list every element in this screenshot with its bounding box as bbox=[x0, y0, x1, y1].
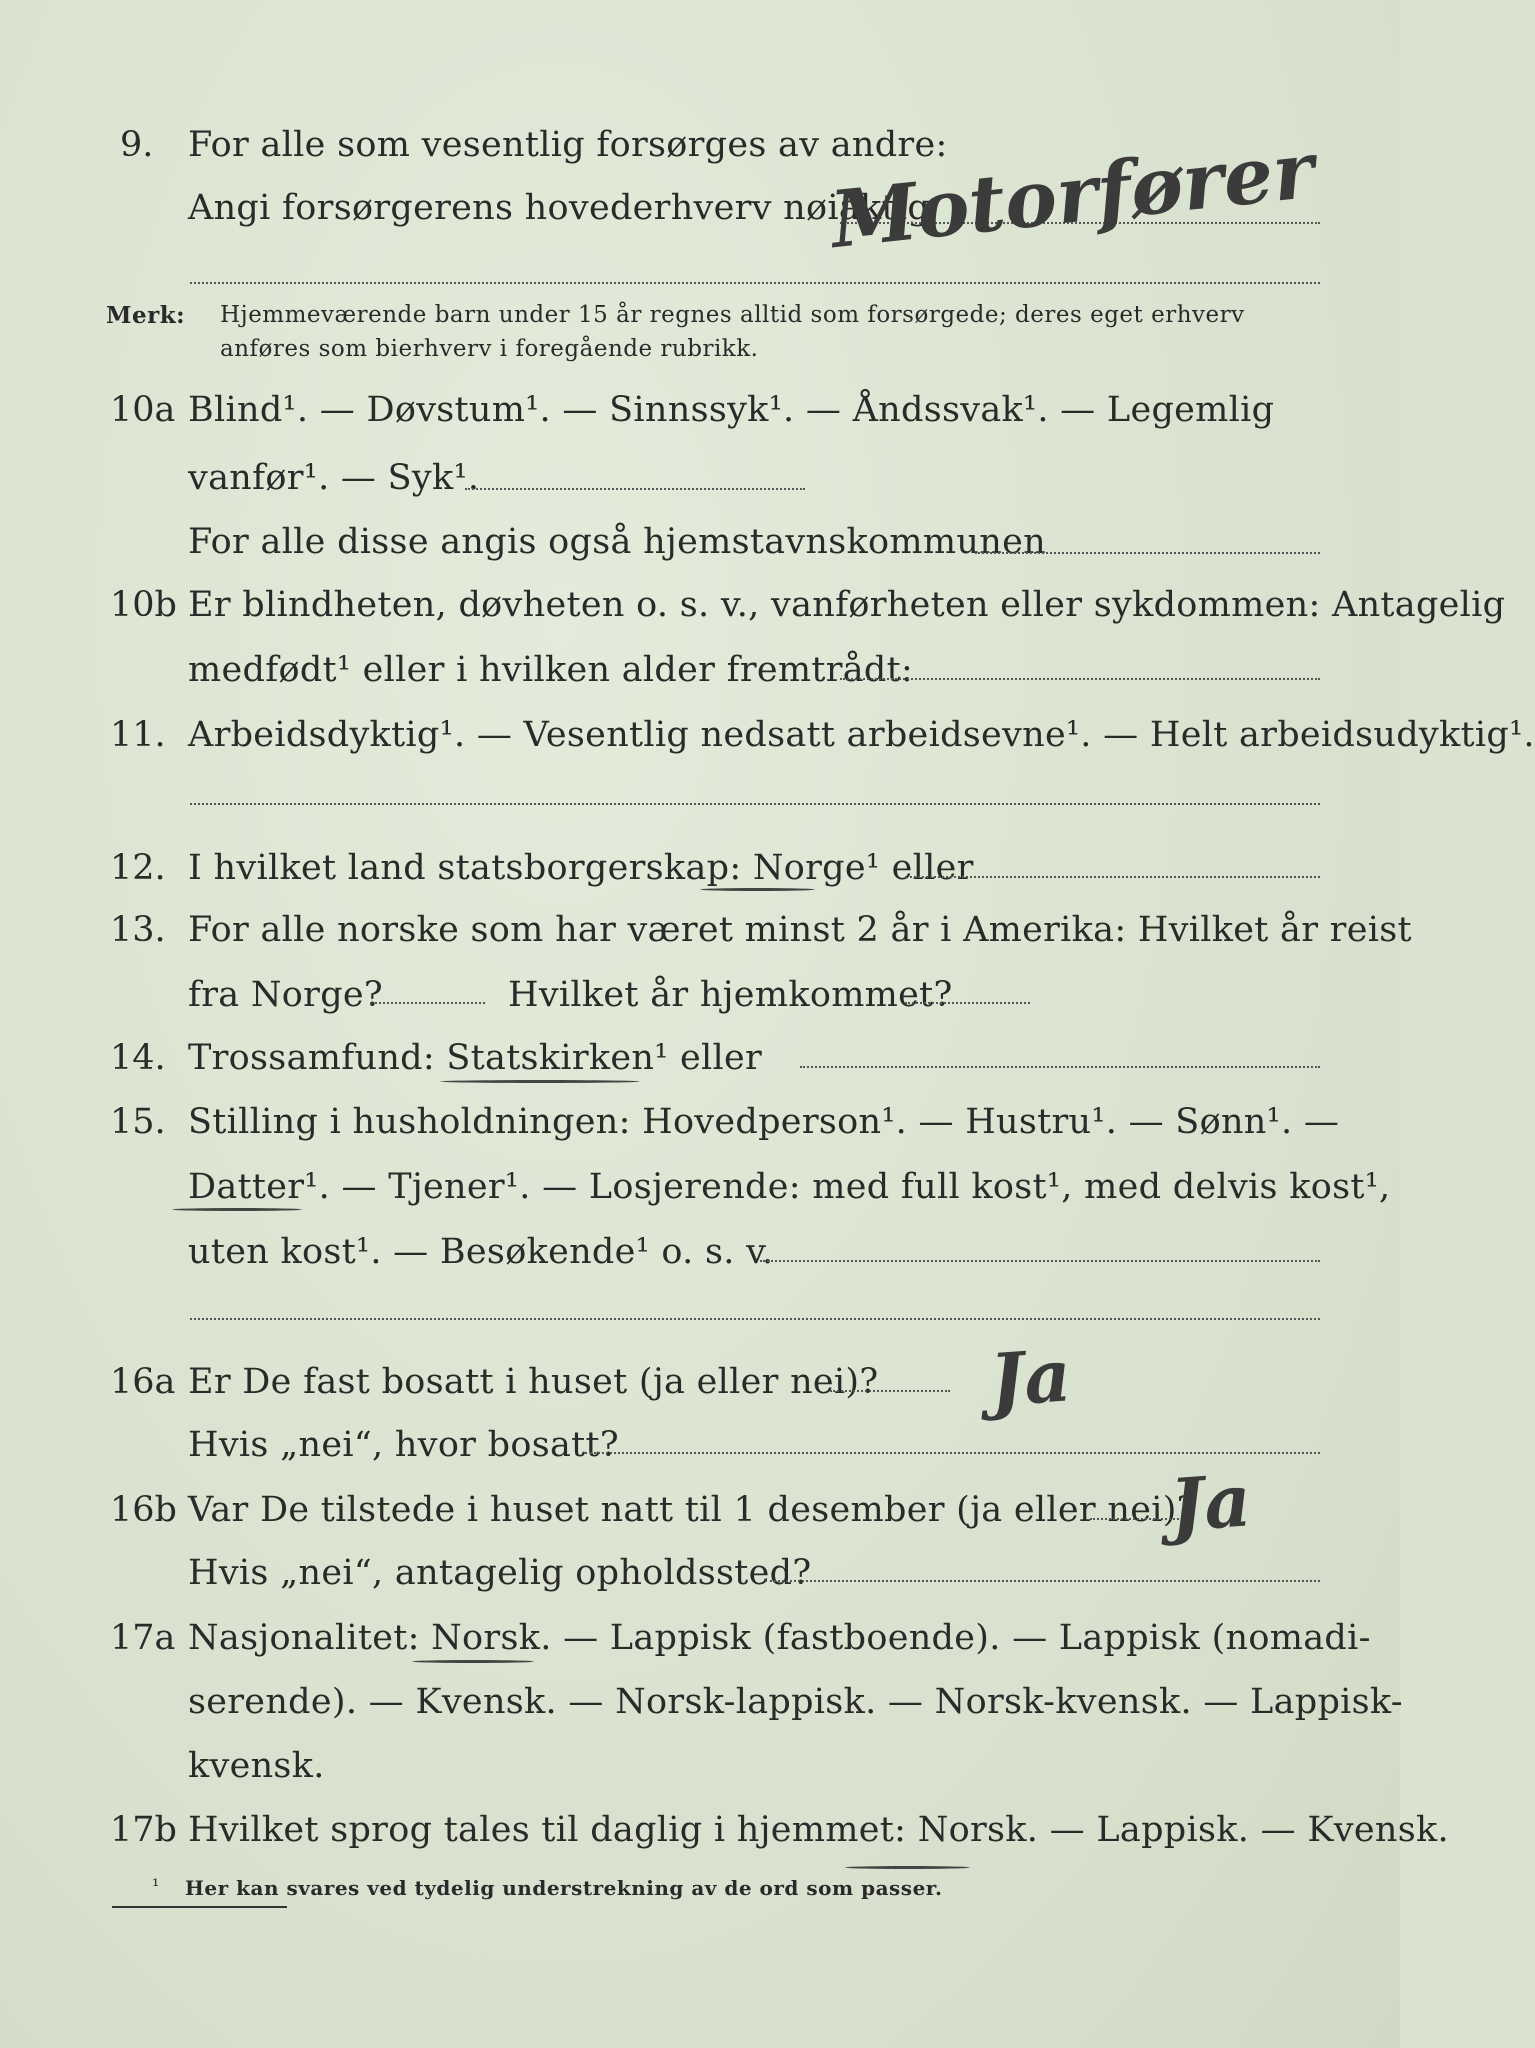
q16b-line2-rule bbox=[765, 1580, 1320, 1582]
q10a-line2: vanfør¹. — Syk¹. bbox=[188, 458, 480, 498]
q14-rule bbox=[800, 1066, 1320, 1068]
footnote-rule bbox=[112, 1906, 287, 1908]
q17a-line2: serende). — Kvensk. — Norsk-lappisk. — Norsk-kvensk. — Lappisk- bbox=[188, 1682, 1403, 1722]
q11-rule bbox=[190, 803, 1320, 805]
q16a-line1: Er De fast bosatt i huset (ja eller nei)? bbox=[188, 1362, 879, 1402]
q17a-number: 17a bbox=[110, 1618, 176, 1658]
q14-number: 14. bbox=[110, 1038, 166, 1078]
q17b-line1: Hvilket sprog tales til daglig i hjemmet: Norsk. — Lappisk. — Kvensk. bbox=[188, 1810, 1449, 1850]
merk-line1: Hjemmeværende barn under 15 år regnes alltid som forsørgede; deres eget erhverv bbox=[220, 302, 1245, 328]
q16a-handwritten-answer: Ja bbox=[987, 1332, 1074, 1423]
q17a-line1: Nasjonalitet: Norsk. — Lappisk (fastboende). — Lappisk (nomadi- bbox=[188, 1618, 1371, 1658]
q9-line2: Angi forsørgerens hovederhverv nøiaktig bbox=[188, 188, 931, 228]
q15-line3: uten kost¹. — Besøkende¹ o. s. v. bbox=[188, 1232, 774, 1272]
q10a-line3: For alle disse angis også hjemstavnskommunen bbox=[188, 522, 1046, 562]
q10a-line2-rule bbox=[465, 488, 805, 490]
q12-line1: I hvilket land statsborgerskap: Norge¹ eller bbox=[188, 848, 974, 888]
q16a-line1-rule bbox=[830, 1390, 950, 1392]
q9-line1: For alle som vesentlig forsørges av andre: bbox=[188, 125, 948, 165]
q12-rule bbox=[905, 876, 1320, 878]
q17b-number: 17b bbox=[110, 1810, 177, 1850]
q14-statskirken-underline bbox=[440, 1080, 640, 1083]
q16b-line2: Hvis „nei“, antagelig opholdssted? bbox=[188, 1553, 812, 1593]
q11-number: 11. bbox=[110, 715, 166, 755]
q13-line2b: Hvilket år hjemkommet? bbox=[508, 975, 953, 1015]
q17a-line3: kvensk. bbox=[188, 1746, 325, 1786]
q13-line2a: fra Norge? bbox=[188, 975, 383, 1015]
q10a-number: 10a bbox=[110, 390, 176, 430]
q10b-line1: Er blindheten, døvheten o. s. v., vanførheten eller sykdommen: Antagelig bbox=[188, 585, 1506, 625]
q15-datter-underline bbox=[172, 1208, 302, 1211]
q16b-number: 16b bbox=[110, 1490, 177, 1530]
q10b-line2: medfødt¹ eller i hvilken alder fremtrådt: bbox=[188, 650, 914, 690]
q17b-norsk-underline bbox=[845, 1866, 970, 1869]
q12-number: 12. bbox=[110, 848, 166, 888]
q10b-number: 10b bbox=[110, 585, 177, 625]
q17a-norsk-underline bbox=[412, 1660, 534, 1663]
q13-line1: For alle norske som har været minst 2 år i Amerika: Hvilket år reist bbox=[188, 910, 1412, 950]
q16b-line1: Var De tilstede i huset natt til 1 desember (ja eller nei)? bbox=[188, 1490, 1196, 1530]
q16a-line2: Hvis „nei“, hvor bosatt? bbox=[188, 1425, 619, 1465]
q16b-handwritten-answer: Ja bbox=[1167, 1457, 1254, 1548]
merk-line2: anføres som bierhverv i foregående rubrikk. bbox=[220, 336, 759, 362]
q13-reist-rule bbox=[370, 1002, 485, 1004]
q14-line1: Trossamfund: Statskirken¹ eller bbox=[188, 1038, 763, 1078]
q15-number: 15. bbox=[110, 1102, 166, 1142]
q12-norge-underline bbox=[700, 888, 815, 891]
q15-extra-rule bbox=[190, 1318, 1320, 1320]
q10b-line2-rule bbox=[840, 678, 1320, 680]
q16a-number: 16a bbox=[110, 1362, 176, 1402]
q15-line1: Stilling i husholdningen: Hovedperson¹. — Hustru¹. — Sønn¹. — bbox=[188, 1102, 1340, 1142]
q10a-line1: Blind¹. — Døvstum¹. — Sinnssyk¹. — Åndssvak¹. — Legemlig bbox=[188, 390, 1275, 430]
q16a-line2-rule bbox=[585, 1452, 1320, 1454]
q15-line2: Datter¹. — Tjener¹. — Losjerende: med full kost¹, med delvis kost¹, bbox=[188, 1167, 1391, 1207]
footnote-text: Her kan svares ved tydelig understrekning av de ord som passer. bbox=[185, 1876, 943, 1900]
q9-number: 9. bbox=[120, 125, 154, 165]
q13-hjemkommet-rule bbox=[905, 1002, 1030, 1004]
q10a-line3-rule bbox=[975, 552, 1320, 554]
footnote-mark: ¹ bbox=[152, 1876, 160, 1897]
merk-label: Merk: bbox=[106, 302, 186, 329]
q15-line3-rule bbox=[760, 1260, 1320, 1262]
q11-line1: Arbeidsdyktig¹. — Vesentlig nedsatt arbeidsevne¹. — Helt arbeidsudyktig¹. bbox=[188, 715, 1535, 755]
q9-extra-rule bbox=[190, 282, 1320, 284]
q9-handwritten-answer: Motorfører bbox=[826, 124, 1319, 267]
q13-number: 13. bbox=[110, 910, 166, 950]
